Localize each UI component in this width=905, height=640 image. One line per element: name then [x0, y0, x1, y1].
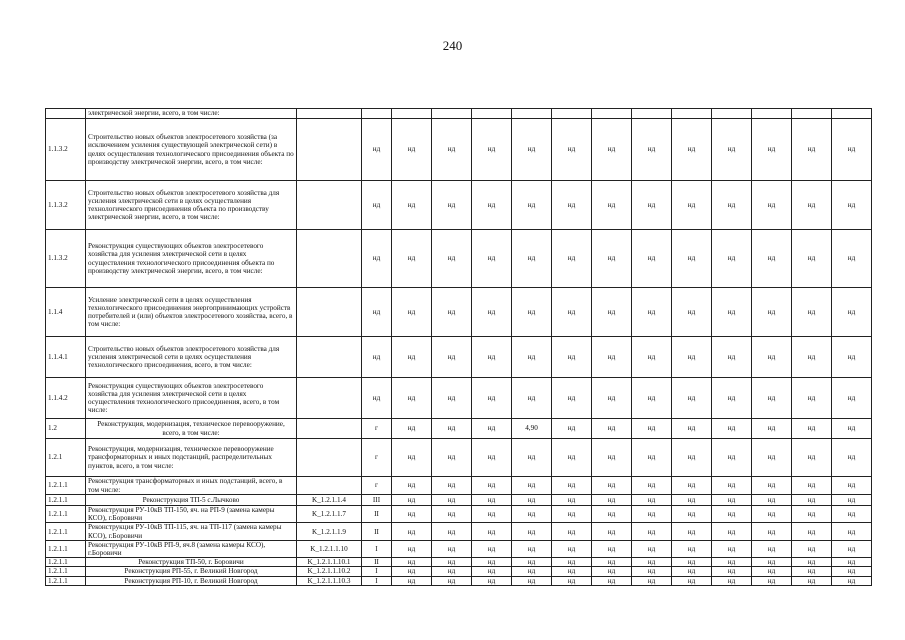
value-cell: нд [472, 558, 512, 567]
value-cell: нд [552, 523, 592, 540]
value-cell: нд [472, 337, 512, 378]
table-row [46, 230, 872, 288]
project-id-cell [297, 109, 362, 119]
value-cell: нд [752, 576, 792, 585]
value-cell: нд [432, 288, 472, 337]
value-cell: нд [432, 119, 472, 181]
value-cell: нд [752, 419, 792, 439]
value-cell [752, 109, 792, 119]
value-cell: нд [552, 506, 592, 523]
value-cell: нд [632, 288, 672, 337]
value-cell: нд [632, 419, 672, 439]
value-cell: нд [512, 119, 552, 181]
row-code-cell: 1.1.3.2 [46, 230, 86, 288]
value-cell: нд [752, 288, 792, 337]
value-cell: нд [832, 119, 872, 181]
value-cell: нд [632, 477, 672, 495]
value-cell: нд [392, 567, 432, 576]
value-cell: нд [592, 439, 632, 477]
value-cell: нд [392, 558, 432, 567]
value-cell: нд [512, 506, 552, 523]
value-cell: нд [472, 567, 512, 576]
row-code-cell: 1.1.3.2 [46, 181, 86, 230]
value-cell: нд [672, 495, 712, 506]
value-cell: нд [712, 576, 752, 585]
value-cell: нд [832, 439, 872, 477]
value-cell: нд [362, 181, 392, 230]
row-name-cell: Реконструкция трансформаторных и иных подстанций, всего, в том числе: [86, 477, 297, 495]
table-row [46, 109, 872, 119]
value-cell: нд [672, 439, 712, 477]
value-cell: нд [552, 558, 592, 567]
value-cell: нд [392, 506, 432, 523]
value-cell: нд [712, 337, 752, 378]
value-cell: нд [512, 567, 552, 576]
category-cell: г [362, 419, 392, 439]
value-cell [592, 109, 632, 119]
project-id-cell: K_1.2.1.1.10.1 [297, 558, 362, 567]
table-row [46, 439, 872, 477]
project-id-cell [297, 419, 362, 439]
value-cell: нд [672, 540, 712, 557]
value-cell: нд [392, 439, 432, 477]
value-cell: нд [672, 378, 712, 419]
value-cell: нд [832, 477, 872, 495]
value-cell: нд [632, 119, 672, 181]
project-id-cell: K_1.2.1.1.10.3 [297, 576, 362, 585]
value-cell: нд [472, 540, 512, 557]
value-cell: нд [432, 506, 472, 523]
value-cell: нд [632, 576, 672, 585]
value-cell: нд [752, 477, 792, 495]
value-cell: нд [792, 558, 832, 567]
value-cell: нд [592, 337, 632, 378]
value-cell: нд [792, 576, 832, 585]
value-cell: нд [512, 230, 552, 288]
value-cell: нд [792, 378, 832, 419]
value-cell: нд [392, 540, 432, 557]
row-code-cell: 1.1.4.2 [46, 378, 86, 419]
value-cell: нд [792, 495, 832, 506]
table-row [46, 567, 872, 576]
value-cell: нд [792, 288, 832, 337]
value-cell: нд [432, 567, 472, 576]
value-cell: нд [632, 378, 672, 419]
row-code-cell: 1.2.1.1 [46, 558, 86, 567]
value-cell: нд [362, 378, 392, 419]
value-cell: нд [672, 567, 712, 576]
category-cell: г [362, 439, 392, 477]
table-row [46, 558, 872, 567]
value-cell: нд [432, 540, 472, 557]
row-code-cell: 1.2.1.1 [46, 523, 86, 540]
value-cell: нд [392, 477, 432, 495]
value-cell: нд [672, 119, 712, 181]
investment-program-table [45, 108, 872, 586]
value-cell: нд [592, 477, 632, 495]
value-cell: нд [552, 567, 592, 576]
value-cell: нд [752, 523, 792, 540]
category-cell: II [362, 523, 392, 540]
project-id-cell [297, 378, 362, 419]
value-cell: нд [712, 540, 752, 557]
value-cell: нд [792, 439, 832, 477]
value-cell: нд [792, 337, 832, 378]
row-name-cell: Усиление электрической сети в целях осуществления технологического присоединения энергопринимающих устройств потребителей и (или) объектов электросетевого хозяйства, всего, в том числе: [86, 288, 297, 337]
value-cell: нд [752, 506, 792, 523]
row-code-cell: 1.2.1.1 [46, 477, 86, 495]
value-cell: нд [362, 337, 392, 378]
value-cell: нд [552, 337, 592, 378]
value-cell: нд [392, 119, 432, 181]
value-cell: нд [432, 495, 472, 506]
value-cell: нд [432, 230, 472, 288]
value-cell: нд [392, 523, 432, 540]
value-cell: нд [392, 181, 432, 230]
value-cell: нд [752, 337, 792, 378]
table-row [46, 288, 872, 337]
row-code-cell: 1.1.4.1 [46, 337, 86, 378]
row-name-cell: Реконструкция РП-55, г. Великий Новгород [86, 567, 297, 576]
table-row [46, 181, 872, 230]
row-name-cell: Строительство новых объектов электросетевого хозяйства для усиления электрической сети в целях осуществления технологического присоединения объекта по производству электрической энергии, всего, в том числе: [86, 181, 297, 230]
project-id-cell [297, 477, 362, 495]
project-id-cell: K_1.2.1.1.4 [297, 495, 362, 506]
value-cell: нд [712, 477, 752, 495]
value-cell: нд [752, 540, 792, 557]
value-cell: нд [712, 523, 752, 540]
value-cell: нд [512, 181, 552, 230]
value-cell: нд [832, 378, 872, 419]
value-cell: нд [672, 558, 712, 567]
value-cell: нд [832, 288, 872, 337]
value-cell: нд [392, 288, 432, 337]
project-id-cell: K_1.2.1.1.10.2 [297, 567, 362, 576]
value-cell: нд [632, 495, 672, 506]
value-cell: нд [432, 337, 472, 378]
value-cell: нд [432, 419, 472, 439]
value-cell: нд [672, 230, 712, 288]
value-cell: нд [712, 181, 752, 230]
row-code-cell: 1.2.1.1 [46, 576, 86, 585]
row-name-cell: Реконструкция РП-10, г. Великий Новгород [86, 576, 297, 585]
table-row [46, 119, 872, 181]
value-cell: нд [552, 181, 592, 230]
value-cell: нд [712, 567, 752, 576]
value-cell: нд [792, 181, 832, 230]
value-cell: нд [832, 181, 872, 230]
value-cell: нд [752, 495, 792, 506]
row-name-cell: Строительство новых объектов электросетевого хозяйства для усиления электрической сети в целях осуществления технологического присоединения, всего, в том числе: [86, 337, 297, 378]
value-cell: нд [672, 523, 712, 540]
value-cell [362, 109, 392, 119]
value-cell: нд [472, 119, 512, 181]
value-cell: нд [592, 419, 632, 439]
value-cell: нд [512, 439, 552, 477]
value-cell: нд [552, 540, 592, 557]
value-cell: нд [392, 230, 432, 288]
value-cell: нд [592, 558, 632, 567]
project-id-cell [297, 181, 362, 230]
value-cell: нд [472, 523, 512, 540]
value-cell: нд [592, 495, 632, 506]
value-cell: нд [552, 495, 592, 506]
row-code-cell: 1.2 [46, 419, 86, 439]
value-cell: нд [752, 567, 792, 576]
value-cell: нд [632, 567, 672, 576]
value-cell: нд [792, 567, 832, 576]
value-cell: нд [632, 540, 672, 557]
value-cell: нд [752, 230, 792, 288]
value-cell: нд [592, 540, 632, 557]
table-row [46, 506, 872, 523]
value-cell: нд [472, 181, 512, 230]
value-cell: нд [592, 288, 632, 337]
value-cell: нд [592, 230, 632, 288]
value-cell: нд [362, 119, 392, 181]
value-cell: нд [392, 419, 432, 439]
value-cell: нд [712, 119, 752, 181]
value-cell: нд [552, 119, 592, 181]
project-id-cell [297, 119, 362, 181]
value-cell: нд [432, 378, 472, 419]
table-row [46, 378, 872, 419]
table-row [46, 540, 872, 557]
project-id-cell: K_1.2.1.1.10 [297, 540, 362, 557]
value-cell: нд [672, 337, 712, 378]
value-cell: нд [752, 378, 792, 419]
row-name-cell: электрической энергии, всего, в том числе: [86, 109, 297, 119]
value-cell: нд [632, 439, 672, 477]
value-cell: нд [792, 230, 832, 288]
table-row [46, 477, 872, 495]
value-cell: нд [472, 230, 512, 288]
value-cell: нд [792, 477, 832, 495]
value-cell: нд [832, 523, 872, 540]
value-cell: нд [552, 576, 592, 585]
value-cell: нд [832, 576, 872, 585]
value-cell: нд [672, 576, 712, 585]
value-cell: нд [632, 558, 672, 567]
value-cell: нд [432, 477, 472, 495]
value-cell: нд [792, 540, 832, 557]
value-cell: нд [712, 419, 752, 439]
value-cell: нд [712, 558, 752, 567]
value-cell [712, 109, 752, 119]
value-cell: нд [512, 288, 552, 337]
value-cell: нд [592, 576, 632, 585]
table-row [46, 576, 872, 585]
value-cell: нд [752, 181, 792, 230]
row-code-cell [46, 109, 86, 119]
value-cell [472, 109, 512, 119]
value-cell: нд [552, 230, 592, 288]
table-row [46, 337, 872, 378]
value-cell: нд [512, 523, 552, 540]
value-cell: нд [472, 288, 512, 337]
value-cell [392, 109, 432, 119]
value-cell: нд [632, 337, 672, 378]
project-id-cell: K_1.2.1.1.7 [297, 506, 362, 523]
category-cell: II [362, 506, 392, 523]
row-code-cell: 1.1.3.2 [46, 119, 86, 181]
project-id-cell [297, 230, 362, 288]
value-cell: нд [712, 495, 752, 506]
category-cell: I [362, 576, 392, 585]
value-cell: нд [632, 506, 672, 523]
value-cell: нд [512, 540, 552, 557]
value-cell: нд [472, 378, 512, 419]
value-cell: нд [752, 439, 792, 477]
value-cell: нд [712, 288, 752, 337]
value-cell: нд [432, 576, 472, 585]
value-cell [672, 109, 712, 119]
value-cell [432, 109, 472, 119]
value-cell: нд [792, 523, 832, 540]
value-cell: нд [472, 439, 512, 477]
value-cell: нд [632, 230, 672, 288]
value-cell [792, 109, 832, 119]
value-cell: 4,90 [512, 419, 552, 439]
value-cell: нд [392, 337, 432, 378]
value-cell: нд [472, 576, 512, 585]
value-cell: нд [592, 506, 632, 523]
value-cell: нд [792, 119, 832, 181]
value-cell [632, 109, 672, 119]
value-cell [512, 109, 552, 119]
value-cell: нд [672, 506, 712, 523]
row-code-cell: 1.2.1.1 [46, 540, 86, 557]
value-cell: нд [832, 419, 872, 439]
value-cell: нд [432, 558, 472, 567]
value-cell: нд [712, 378, 752, 419]
row-code-cell: 1.2.1.1 [46, 567, 86, 576]
value-cell: нд [392, 378, 432, 419]
value-cell [552, 109, 592, 119]
value-cell: нд [592, 523, 632, 540]
value-cell: нд [832, 230, 872, 288]
value-cell: нд [592, 567, 632, 576]
project-id-cell: K_1.2.1.1.9 [297, 523, 362, 540]
value-cell: нд [432, 439, 472, 477]
value-cell: нд [512, 337, 552, 378]
value-cell: нд [712, 439, 752, 477]
row-name-cell: Реконструкция ТП-5 с.Лычково [86, 495, 297, 506]
row-name-cell: Реконструкция, модернизация, техническое перевооружение трансформаторных и иных подстанций, распределительных пунктов, всего, в том числе: [86, 439, 297, 477]
row-name-cell: Строительство новых объектов электросетевого хозяйства (за исключением усиления существующей электрической сети) в целях осуществления технологического присоединения объекта по производству электрической энергии, всего, в том числе: [86, 119, 297, 181]
row-code-cell: 1.2.1.1 [46, 495, 86, 506]
row-name-cell: Реконструкция ТП-50, г. Боровичи [86, 558, 297, 567]
table-row [46, 495, 872, 506]
value-cell: нд [432, 181, 472, 230]
value-cell: нд [362, 288, 392, 337]
value-cell: нд [512, 378, 552, 419]
row-name-cell: Реконструкция РУ-10кВ ТП-115, яч. на ТП-117 (замена камеры КСО), г.Боровичи [86, 523, 297, 540]
value-cell: нд [552, 288, 592, 337]
project-id-cell [297, 288, 362, 337]
value-cell: нд [552, 439, 592, 477]
value-cell: нд [392, 495, 432, 506]
category-cell: г [362, 477, 392, 495]
value-cell: нд [672, 419, 712, 439]
value-cell: нд [432, 523, 472, 540]
row-name-cell: Реконструкция РУ-10кВ РП-9, яч.8 (замена камеры КСО), г.Боровичи [86, 540, 297, 557]
value-cell [832, 109, 872, 119]
table-row [46, 419, 872, 439]
value-cell: нд [472, 477, 512, 495]
value-cell: нд [832, 540, 872, 557]
row-name-cell: Реконструкция существующих объектов электросетевого хозяйства для усиления электрической сети в целях осуществления технологического присоединения, всего, в том числе: [86, 378, 297, 419]
value-cell: нд [712, 230, 752, 288]
value-cell: нд [552, 477, 592, 495]
value-cell: нд [472, 419, 512, 439]
value-cell: нд [672, 477, 712, 495]
category-cell: II [362, 558, 392, 567]
value-cell: нд [632, 523, 672, 540]
value-cell: нд [672, 181, 712, 230]
page-number: 240 [442, 38, 463, 53]
value-cell: нд [472, 506, 512, 523]
value-cell: нд [832, 567, 872, 576]
value-cell: нд [832, 337, 872, 378]
category-cell: I [362, 567, 392, 576]
value-cell: нд [512, 558, 552, 567]
value-cell: нд [552, 419, 592, 439]
row-name-cell: Реконструкция существующих объектов электросетевого хозяйства для усиления электрической сети в целях осуществления технологического присоединения объекта по производству электрической энергии, всего, в том числе: [86, 230, 297, 288]
value-cell: нд [832, 558, 872, 567]
value-cell: нд [832, 506, 872, 523]
value-cell: нд [512, 495, 552, 506]
value-cell: нд [552, 378, 592, 419]
category-cell: III [362, 495, 392, 506]
row-code-cell: 1.2.1.1 [46, 506, 86, 523]
value-cell: нд [512, 576, 552, 585]
value-cell: нд [712, 506, 752, 523]
value-cell: нд [592, 181, 632, 230]
row-name-cell: Реконструкция, модернизация, техническое перевооружение, всего, в том числе: [86, 419, 297, 439]
value-cell: нд [592, 378, 632, 419]
value-cell: нд [362, 230, 392, 288]
value-cell: нд [632, 181, 672, 230]
project-id-cell [297, 439, 362, 477]
category-cell: I [362, 540, 392, 557]
value-cell: нд [792, 506, 832, 523]
row-name-cell: Реконструкция РУ-10кВ ТП-150, яч. на РП-9 (замена камеры КСО), г.Боровичи [86, 506, 297, 523]
value-cell: нд [472, 495, 512, 506]
row-code-cell: 1.2.1 [46, 439, 86, 477]
value-cell: нд [392, 576, 432, 585]
value-cell: нд [752, 119, 792, 181]
value-cell: нд [792, 419, 832, 439]
value-cell: нд [832, 495, 872, 506]
value-cell: нд [672, 288, 712, 337]
table-row [46, 523, 872, 540]
value-cell: нд [752, 558, 792, 567]
project-id-cell [297, 337, 362, 378]
row-code-cell: 1.1.4 [46, 288, 86, 337]
value-cell: нд [592, 119, 632, 181]
value-cell: нд [512, 477, 552, 495]
